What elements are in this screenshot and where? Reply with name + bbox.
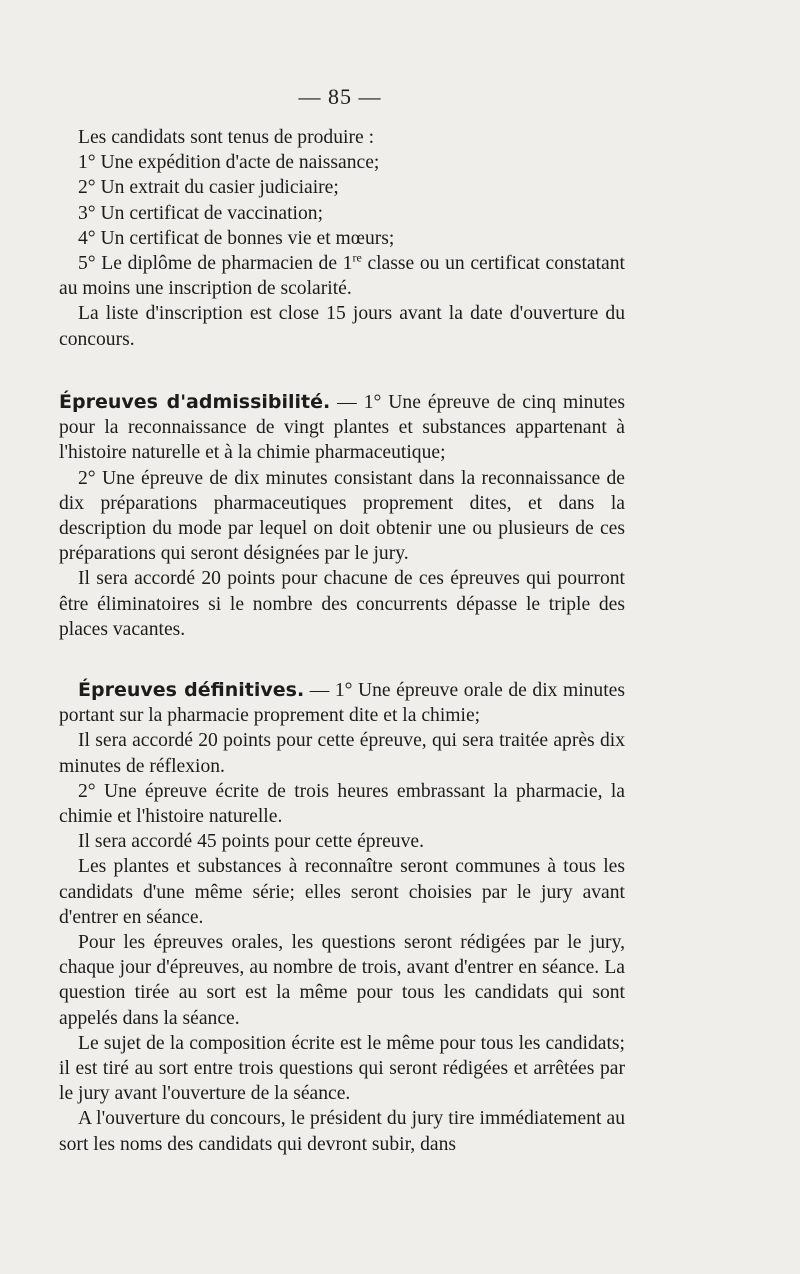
- admissibilite-heading: Épreuves d'admissibilité.: [59, 391, 331, 413]
- definitives-paragraph-6: Pour les épreuves orales, les questions seront rédigées par le jury, chaque jour d'épreuves, au nombre de trois, avant d'entrer en séance. La question tirée au sort est la même pour tous les candidats qui sont appelés dans la séance.: [59, 932, 625, 1029]
- documents-item-4: 4° Un certificat de bonnes vie et mœurs;: [78, 227, 395, 249]
- definitives-paragraph-7: Le sujet de la composition écrite est le même pour tous les candidats; il est tiré au sort entre trois questions qui seront rédigées et arrêtées par le jury avant l'ouverture de la séance.: [59, 1032, 625, 1105]
- documents-section: [59, 125, 625, 352]
- admissibilite-section: [59, 390, 625, 642]
- admissibilite-paragraph-3: Il sera accordé 20 points pour chacune de ces épreuves qui pourront être éliminatoires si le nombre des concurrents dépasse le triple des places vacantes.: [59, 568, 625, 640]
- definitives-paragraph-8: A l'ouverture du concours, le président du jury tire immédiatement au sort les noms des candidats qui devront subir, dans: [59, 1108, 625, 1155]
- documents-item-1: 1° Une expédition d'acte de naissance;: [78, 152, 380, 174]
- admissibilite-paragraph-1-text: — 1° Une épreuve de cinq minutes pour la reconnaissance de vingt plantes et substances appartenant à l'histoire naturelle et à la chimie pharmaceutique;: [59, 392, 625, 464]
- admissibilite-paragraph-2: 2° Une épreuve de dix minutes consistant dans la reconnaissance de dix préparations pharmaceutiques proprement dites, et dans la description du mode par lequel on doit obtenir une ou plusieurs de ces préparations qui seront désignées par le jury.: [59, 467, 625, 565]
- admissibilite-paragraph-1: [59, 390, 625, 466]
- documents-closing: La liste d'inscription est close 15 jours avant la date d'ouverture du concours.: [59, 303, 625, 350]
- superscript-re: re: [352, 250, 362, 265]
- definitives-paragraph-3: 2° Une épreuve écrite de trois heures embrassant la pharmacie, la chimie et l'histoire naturelle.: [59, 780, 625, 828]
- documents-item-5-text-end: classe ou un certificat constatant au moins une inscription de scolarité.: [59, 253, 625, 300]
- documents-item-5: [59, 251, 625, 301]
- page-number: — 85 —: [298, 84, 382, 109]
- definitives-heading: Épreuves définitives.: [78, 679, 305, 701]
- documents-item-3: 3° Un certificat de vaccination;: [78, 202, 324, 224]
- definitives-paragraph-5: Les plantes et substances à reconnaître seront communes à tous les candidats d'une même série; elles seront choisies par le jury avant d'entrer en séance.: [59, 856, 625, 928]
- definitives-section: [59, 678, 625, 1157]
- definitives-paragraph-1-text: — 1° Une épreuve orale de dix minutes portant sur la pharmacie proprement dite et la chimie;: [59, 680, 625, 727]
- documents-item-2: 2° Un extrait du casier judiciaire;: [78, 177, 339, 199]
- documents-item-5-text: 5° Le diplôme de pharmacien de 1: [78, 253, 353, 275]
- definitives-paragraph-2: Il sera accordé 20 points pour cette épreuve, qui sera traitée après dix minutes de réflexion.: [59, 730, 625, 777]
- documents-intro: Les candidats sont tenus de produire :: [78, 127, 375, 148]
- definitives-paragraph-4: Il sera accordé 45 points pour cette épreuve.: [78, 831, 424, 853]
- definitives-paragraph-1: [59, 678, 625, 728]
